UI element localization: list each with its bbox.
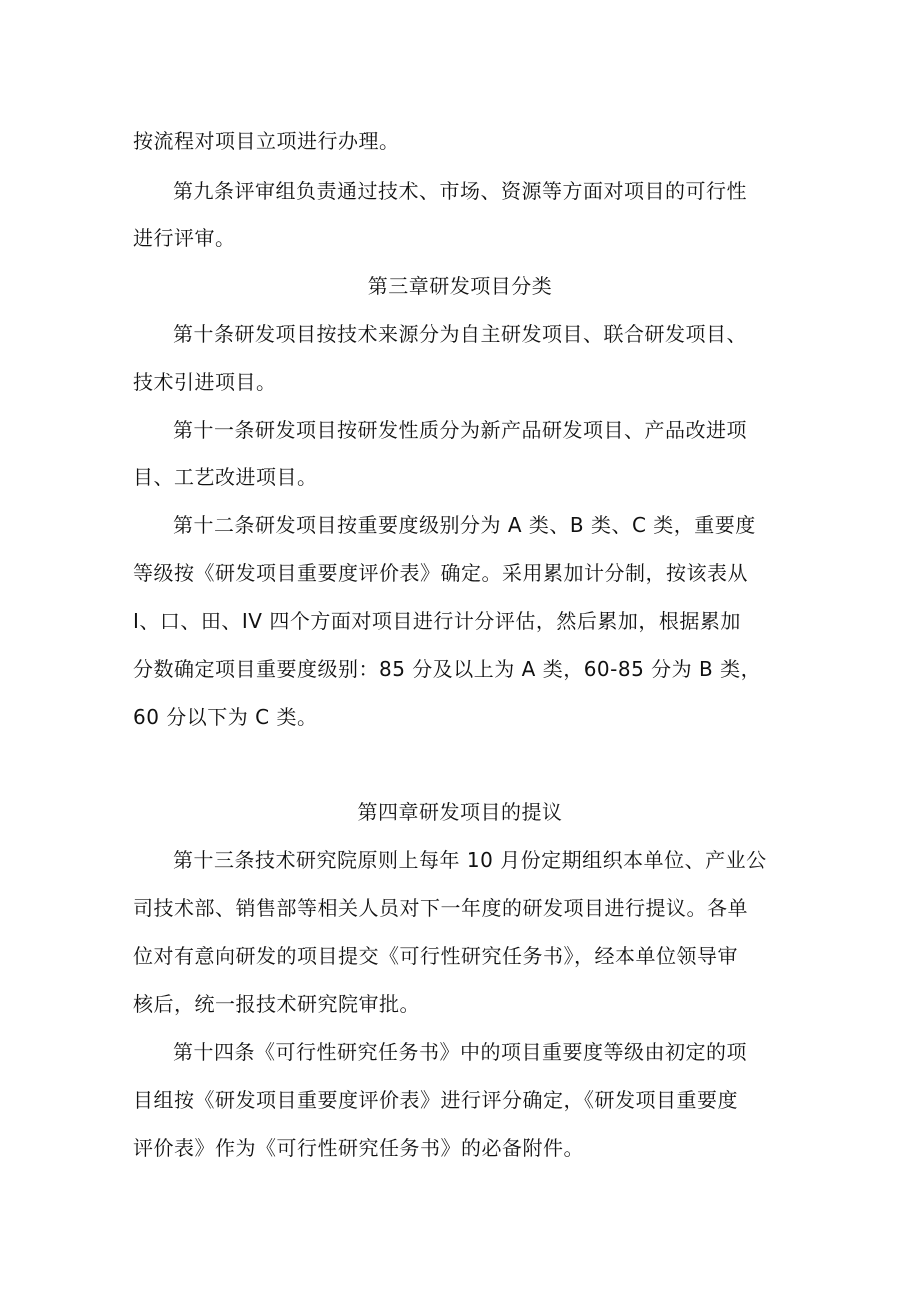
text-line: 目、工艺改进项目。 xyxy=(133,465,318,489)
article-9: 第九条评审组负责通过技术、市场、资源等方面对项目的可行性 xyxy=(173,179,747,203)
article-12: 第十二条研发项目按重要度级别分为 A 类、B 类、C 类，重要度 xyxy=(173,513,756,537)
text-line: 分数确定项目重要度级别：85 分及以上为 A 类，60-85 分为 B 类， xyxy=(133,657,762,681)
text-line: 评价表》作为《可行性研究任务书》的必备附件。 xyxy=(133,1136,584,1160)
text-line: 60 分以下为 C 类。 xyxy=(133,705,318,729)
article-14: 第十四条《可行性研究任务书》中的项目重要度等级由初定的项 xyxy=(173,1040,747,1064)
text-line: 按流程对项目立项进行办理。 xyxy=(133,129,400,153)
article-11: 第十一条研发项目按研发性质分为新产品研发项目、产品改进项 xyxy=(173,418,747,442)
text-line: 位对有意向研发的项目提交《可行性研究任务书》，经本单位领导审 xyxy=(133,944,738,968)
text-line: 进行评审。 xyxy=(133,226,236,250)
chapter-4-heading: 第四章研发项目的提议 xyxy=(357,800,563,824)
text-line: 等级按《研发项目重要度评价表》确定。采用累加计分制，按该表从 xyxy=(133,561,748,585)
text-line: 目组按《研发项目重要度评价表》进行评分确定，《研发项目重要度 xyxy=(133,1088,738,1112)
text-line: I、口、田、IV 四个方面对项目进行计分评估，然后累加，根据累加 xyxy=(133,609,741,633)
article-10: 第十条研发项目按技术来源分为自主研发项目、联合研发项目、 xyxy=(173,322,747,346)
text-line: 司技术部、销售部等相关人员对下一年度的研发项目进行提议。各单 xyxy=(133,896,748,920)
chapter-3-heading: 第三章研发项目分类 xyxy=(367,274,553,298)
article-13: 第十三条技术研究院原则上每年 10 月份定期组织本单位、产业公 xyxy=(173,848,767,872)
text-line: 技术引进项目。 xyxy=(133,370,277,394)
text-line: 核后，统一报技术研究院审批。 xyxy=(133,992,420,1016)
